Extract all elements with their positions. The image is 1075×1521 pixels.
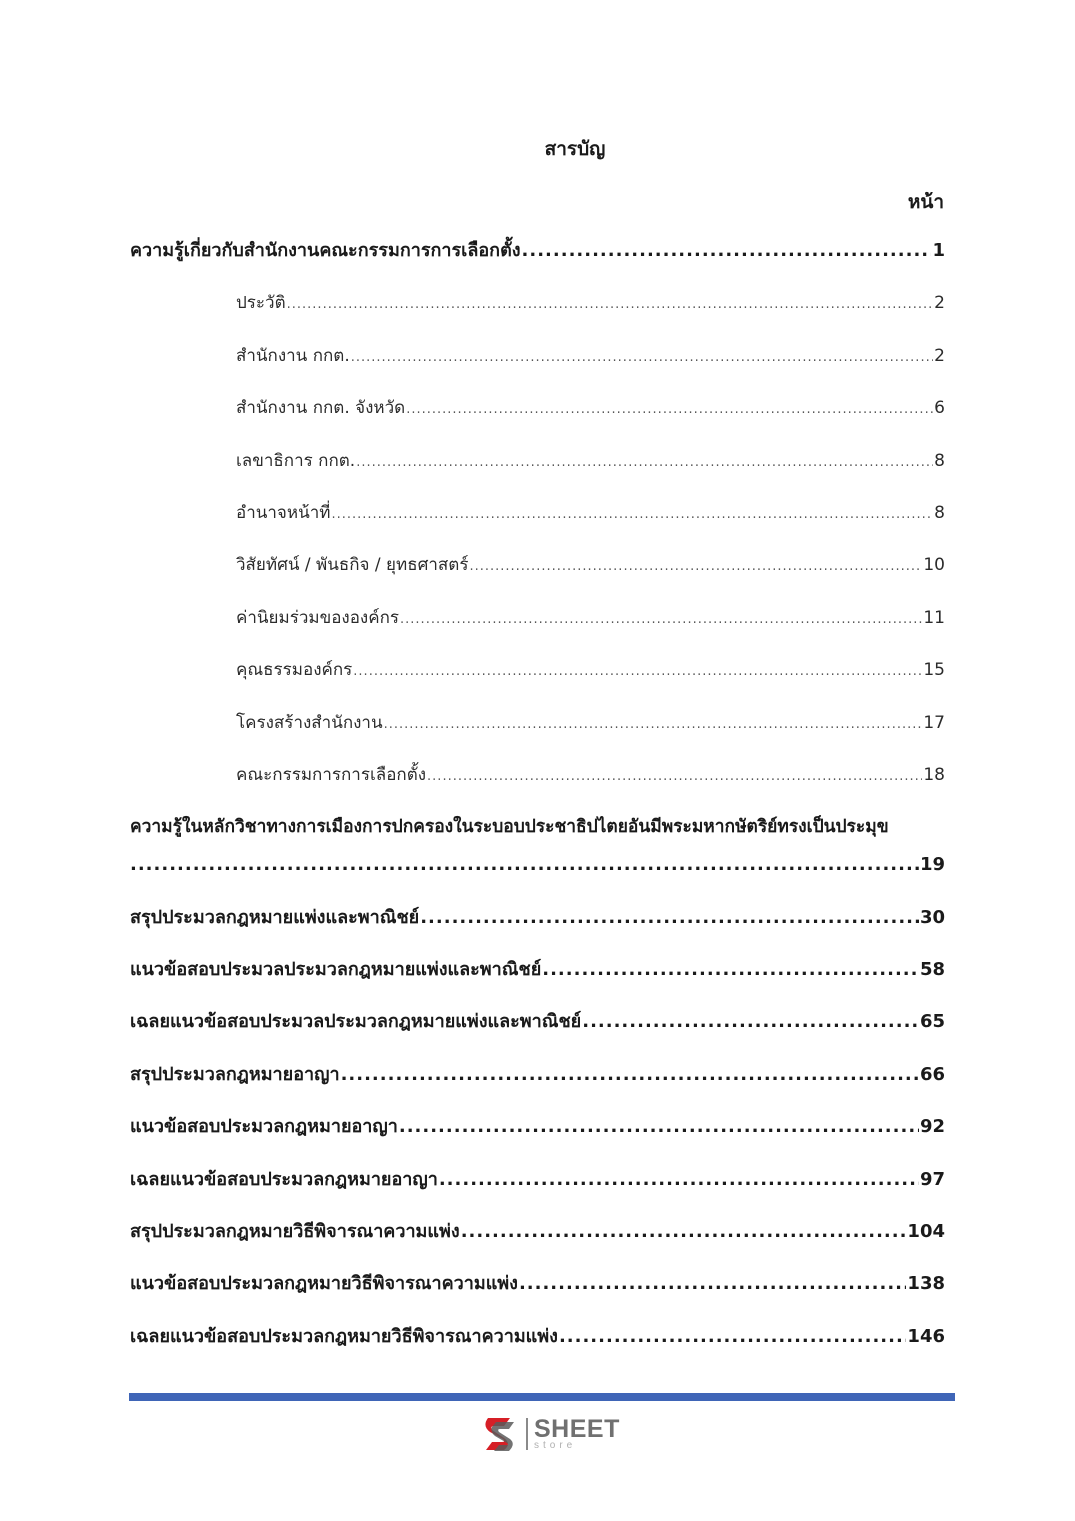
toc-entry-page: 104 xyxy=(907,1221,945,1243)
toc-entry-label: เฉลยแนวข้อสอบประมวลกฎหมายอาญา xyxy=(130,1168,438,1190)
footer-divider-bar xyxy=(129,1393,955,1401)
toc-entry-page: 66 xyxy=(919,1063,945,1085)
toc-entry-page: 15 xyxy=(923,660,945,681)
toc-entry-page: 10 xyxy=(923,555,945,576)
toc-entry-page: 11 xyxy=(923,607,945,628)
toc-entry-page: 17 xyxy=(923,712,945,733)
toc-entry-page: 1 xyxy=(932,240,945,261)
dot-leader xyxy=(384,702,923,748)
page-column-header: หน้า xyxy=(907,191,944,213)
dot-leader xyxy=(427,754,922,800)
toc-subentry[interactable] xyxy=(130,280,945,332)
toc-entry-label: คุณธรรมองค์กร xyxy=(236,660,353,681)
toc-entry-page: 18 xyxy=(923,764,945,785)
toc-entry-page: 146 xyxy=(907,1325,945,1347)
logo-text xyxy=(534,1417,620,1451)
logo-word: SHEET xyxy=(534,1415,620,1443)
toc-entry-continuation[interactable] xyxy=(130,842,945,894)
logo-separator xyxy=(526,1418,528,1450)
toc-entry-label: เลขาธิการ กกต. xyxy=(236,450,356,471)
toc-entry-page: 6 xyxy=(934,398,945,419)
toc-entry-label: วิสัยทัศน์ / พันธกิจ / ยุทธศาสตร์ xyxy=(236,555,469,576)
toc-entry-page: 8 xyxy=(934,502,945,523)
toc-entry-label: ค่านิยมร่วมขององค์กร xyxy=(236,607,400,628)
toc-entry-label: โครงสร้างสำนักงาน xyxy=(236,712,383,733)
toc-entry-label: แนวข้อสอบประมวลกฎหมายวิธีพิจารณาความแพ่ง xyxy=(130,1273,518,1295)
toc-entry[interactable] xyxy=(130,804,945,842)
toc-subentry[interactable] xyxy=(130,700,945,752)
toc-subentry[interactable] xyxy=(130,385,945,437)
dot-leader xyxy=(287,282,934,328)
toc-entry-label: สำนักงาน กกต. จังหวัด xyxy=(236,398,406,419)
toc-entry-label: สรุปประมวลกฎหมายวิธีพิจารณาความแพ่ง xyxy=(130,1221,460,1243)
dot-leader xyxy=(400,597,922,643)
toc-entry[interactable] xyxy=(130,228,945,280)
toc-entry-label: แนวข้อสอบประมวลกฎหมายอาญา xyxy=(130,1116,398,1138)
toc-subentry[interactable] xyxy=(130,490,945,542)
toc-subentry[interactable] xyxy=(130,647,945,699)
toc-entry-label: แนวข้อสอบประมวลประมวลกฎหมายแพ่งและพาณิชย์ xyxy=(130,959,542,981)
dot-leader xyxy=(331,492,933,538)
toc-entry-page: 97 xyxy=(919,1168,945,1190)
dot-leader xyxy=(582,999,919,1045)
toc-entry[interactable] xyxy=(130,895,945,947)
toc-entry-page: 8 xyxy=(934,450,945,471)
toc-title: สารบัญ xyxy=(544,138,606,160)
toc-entry[interactable] xyxy=(130,1052,945,1104)
dot-leader xyxy=(522,228,932,274)
toc-entry-page: 92 xyxy=(919,1116,945,1138)
toc-subentry[interactable] xyxy=(130,595,945,647)
toc-subentry[interactable] xyxy=(130,752,945,804)
toc-entry-label: ความรู้ในหลักวิชาทางการเมืองการปกครองในระบอบประชาธิปไตยอันมีพระมหากษัตริย์ทรงเป็นประมุข xyxy=(130,817,889,838)
dot-leader xyxy=(461,1209,907,1255)
dot-leader xyxy=(420,895,919,941)
toc-entry-page: 2 xyxy=(934,345,945,366)
toc-entry-label: สำนักงาน กกต. xyxy=(236,345,350,366)
dot-leader xyxy=(353,649,922,695)
toc-subentry[interactable] xyxy=(130,333,945,385)
toc-entry-label: อำนาจหน้าที่ xyxy=(236,502,331,523)
dot-leader xyxy=(399,1104,919,1150)
toc-entry[interactable] xyxy=(130,947,945,999)
toc-entry[interactable] xyxy=(130,999,945,1051)
dot-leader xyxy=(351,335,933,381)
toc-entry-label: เฉลยแนวข้อสอบประมวลประมวลกฎหมายแพ่งและพาณิชย์ xyxy=(130,1011,582,1033)
toc-entry[interactable] xyxy=(130,1261,945,1313)
toc-entry-page: 2 xyxy=(934,293,945,314)
toc-entry-label: คณะกรรมการการเลือกตั้ง xyxy=(236,764,427,785)
toc-entry-label: สรุปประมวลกฎหมายแพ่งและพาณิชย์ xyxy=(130,906,420,928)
toc-subentry[interactable] xyxy=(130,438,945,490)
toc-entry-label: สรุปประมวลกฎหมายอาญา xyxy=(130,1063,340,1085)
dot-leader xyxy=(341,1052,919,1098)
dot-leader xyxy=(469,544,922,590)
dot-leader xyxy=(519,1261,906,1307)
toc-entry[interactable] xyxy=(130,1209,945,1261)
toc-entry[interactable] xyxy=(130,1157,945,1209)
toc-entry-label: ความรู้เกี่ยวกับสำนักงานคณะกรรมการการเลือกตั้ง xyxy=(130,240,521,261)
dot-leader xyxy=(406,387,933,433)
toc-entry-page: 30 xyxy=(919,906,945,928)
toc-entry-page: 58 xyxy=(919,959,945,981)
table-of-contents xyxy=(130,228,945,1366)
toc-subentry[interactable] xyxy=(130,542,945,594)
dot-leader xyxy=(439,1157,919,1203)
dot-leader xyxy=(542,947,919,993)
logo-subword: store xyxy=(534,1440,577,1451)
toc-entry[interactable] xyxy=(130,1314,945,1366)
toc-entry-label: ประวัติ xyxy=(236,293,286,314)
sheet-store-s-icon xyxy=(478,1412,522,1456)
toc-entry[interactable] xyxy=(130,1104,945,1156)
toc-entry-page: 138 xyxy=(907,1273,945,1295)
toc-entry-page: 65 xyxy=(919,1011,945,1033)
toc-entry-label: เฉลยแนวข้อสอบประมวลกฎหมายวิธีพิจารณาความแพ่ง xyxy=(130,1325,558,1347)
dot-leader xyxy=(559,1314,906,1360)
toc-entry-page: 19 xyxy=(919,854,945,876)
dot-leader xyxy=(130,842,919,888)
sheet-store-logo xyxy=(478,1412,620,1456)
dot-leader xyxy=(356,440,933,486)
